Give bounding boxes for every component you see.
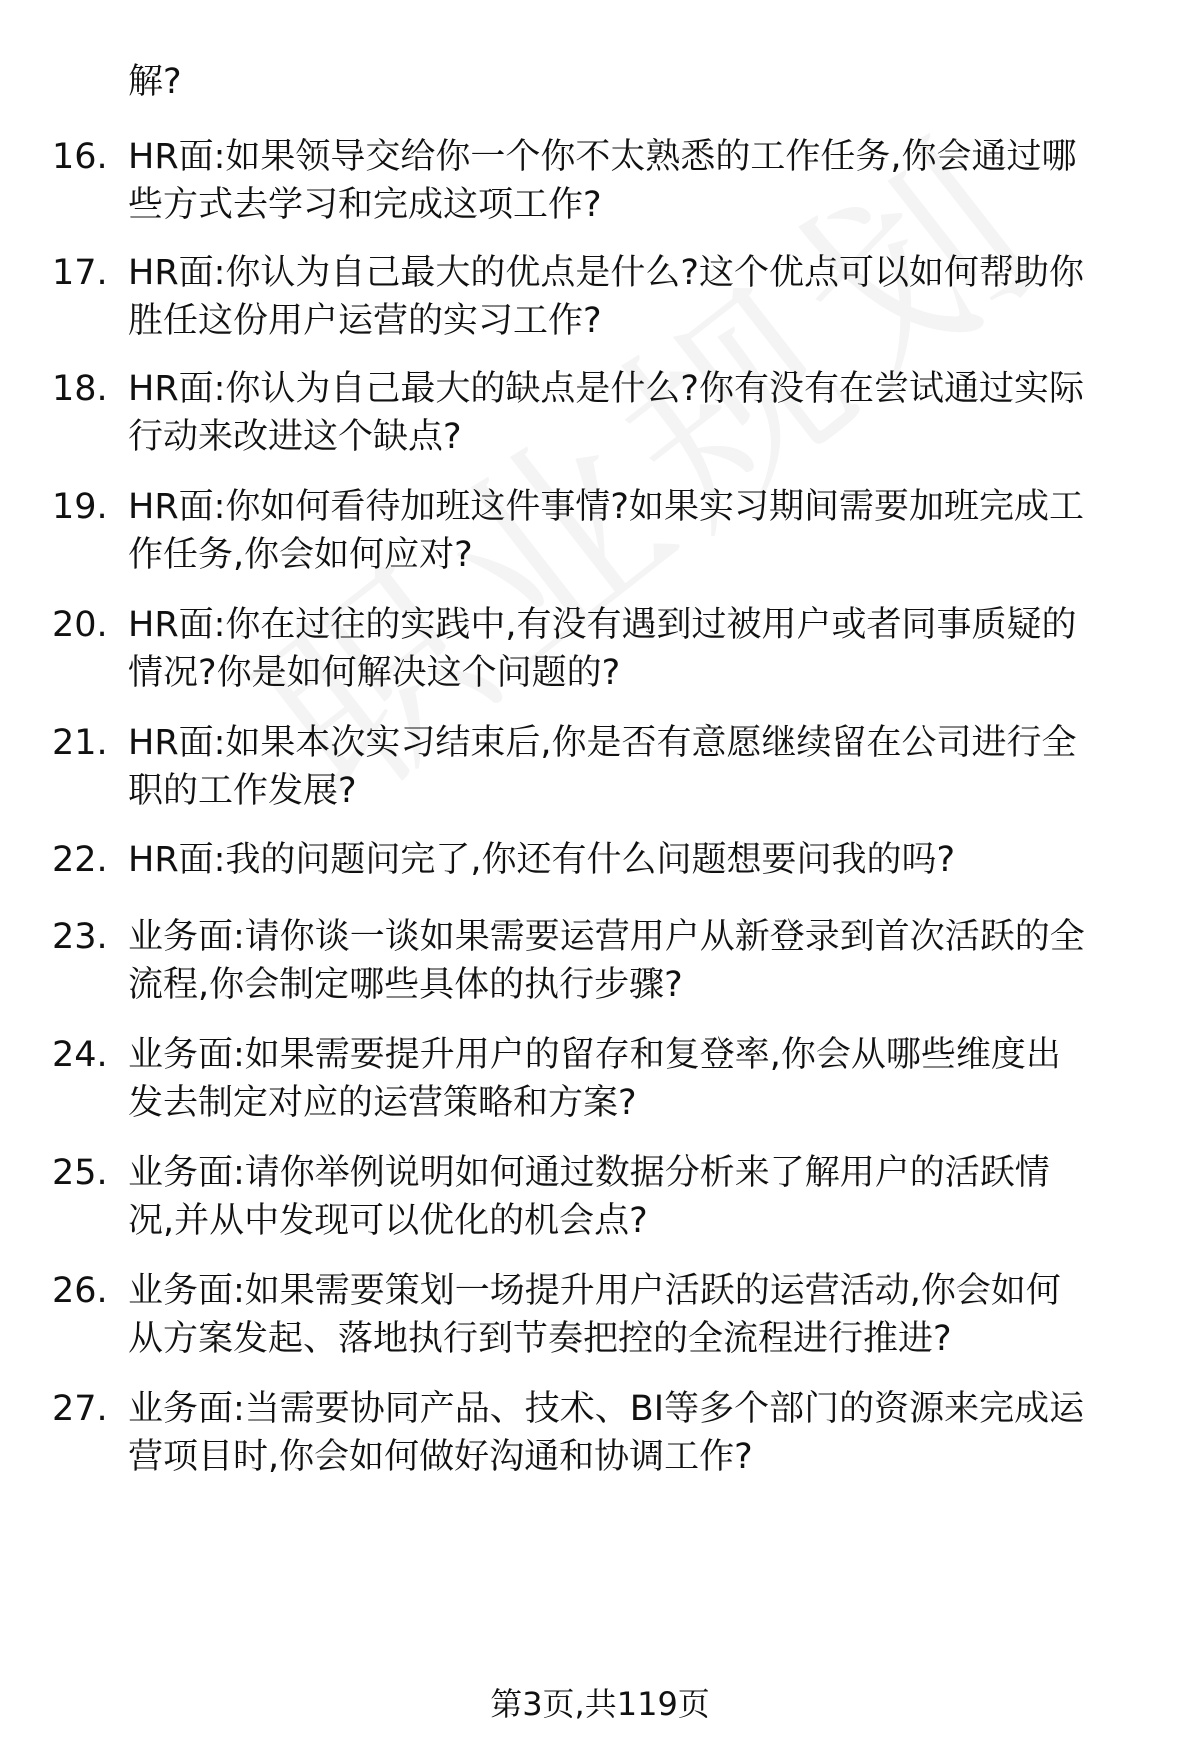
list-item-text bbox=[128, 913, 1158, 1009]
text-line: HR面:你认为自己最大的优点是什么?这个优点可以如何帮助你 bbox=[128, 253, 1085, 293]
text-line: 作任务,你会如何应对? bbox=[128, 535, 473, 575]
list-item-number: 17. bbox=[52, 253, 108, 293]
text-line: 些方式去学习和完成这项工作? bbox=[128, 185, 602, 225]
text-line: 营项目时,你会如何做好沟通和协调工作? bbox=[128, 1437, 753, 1477]
text-line: HR面:如果领导交给你一个你不太熟悉的工作任务,你会通过哪 bbox=[128, 137, 1077, 177]
list-item-number: 18. bbox=[52, 369, 108, 409]
list-item-text bbox=[128, 836, 1158, 884]
text-line: 胜任这份用户运营的实习工作? bbox=[128, 301, 602, 341]
text-line: HR面:你认为自己最大的缺点是什么?你有没有在尝试通过实际 bbox=[128, 369, 1085, 409]
text-line: 行动来改进这个缺点? bbox=[128, 417, 462, 457]
list-item-number: 27. bbox=[52, 1389, 108, 1429]
list-item-text bbox=[128, 133, 1158, 229]
text-line: 业务面:请你举例说明如何通过数据分析来了解用户的活跃情 bbox=[128, 1153, 1050, 1193]
list-item-text bbox=[128, 365, 1158, 461]
text-line: 业务面:如果需要提升用户的留存和复登率,你会从哪些维度出 bbox=[128, 1035, 1061, 1075]
list-item-text bbox=[128, 483, 1158, 579]
list-item-text bbox=[128, 1267, 1158, 1363]
list-item-number: 23. bbox=[52, 917, 108, 957]
text-line: HR面:如果本次实习结束后,你是否有意愿继续留在公司进行全 bbox=[128, 723, 1077, 763]
list-item-number: 16. bbox=[52, 137, 108, 177]
text-line: 流程,你会制定哪些具体的执行步骤? bbox=[128, 965, 683, 1005]
page-footer: 第3页,共119页 bbox=[490, 1685, 710, 1723]
list-item-text bbox=[128, 1149, 1158, 1245]
list-item-text bbox=[128, 1031, 1158, 1127]
text-line: 情况?你是如何解决这个问题的? bbox=[128, 653, 621, 693]
text-line: 况,并从中发现可以优化的机会点? bbox=[128, 1201, 648, 1241]
text-line: 职的工作发展? bbox=[128, 771, 357, 811]
text-line: 发去制定对应的运营策略和方案? bbox=[128, 1083, 637, 1123]
continuation-line: 解? bbox=[128, 62, 182, 102]
list-item-text bbox=[128, 249, 1158, 345]
text-line: 业务面:当需要协同产品、技术、BI等多个部门的资源来完成运 bbox=[128, 1389, 1085, 1429]
text-line: 业务面:如果需要策划一场提升用户活跃的运营活动,你会如何 bbox=[128, 1271, 1061, 1311]
text-line: HR面:你在过往的实践中,有没有遇到过被用户或者同事质疑的 bbox=[128, 605, 1077, 645]
list-item-number: 19. bbox=[52, 487, 108, 527]
text-line: HR面:你如何看待加班这件事情?如果实习期间需要加班完成工 bbox=[128, 487, 1085, 527]
list-item-number: 20. bbox=[52, 605, 108, 645]
list-item-number: 26. bbox=[52, 1271, 108, 1311]
list-item-text bbox=[128, 1385, 1158, 1481]
list-item-text bbox=[128, 601, 1158, 697]
list-item-number: 21. bbox=[52, 723, 108, 763]
text-line: 业务面:请你谈一谈如果需要运营用户从新登录到首次活跃的全 bbox=[128, 917, 1085, 957]
list-item-number: 22. bbox=[52, 840, 108, 880]
list-item-number: 24. bbox=[52, 1035, 108, 1075]
text-line: HR面:我的问题问完了,你还有什么问题想要问我的吗? bbox=[128, 840, 956, 880]
list-item-number: 25. bbox=[52, 1153, 108, 1193]
text-line: 从方案发起、落地执行到节奏把控的全流程进行推进? bbox=[128, 1319, 952, 1359]
list-item-text bbox=[128, 719, 1158, 815]
